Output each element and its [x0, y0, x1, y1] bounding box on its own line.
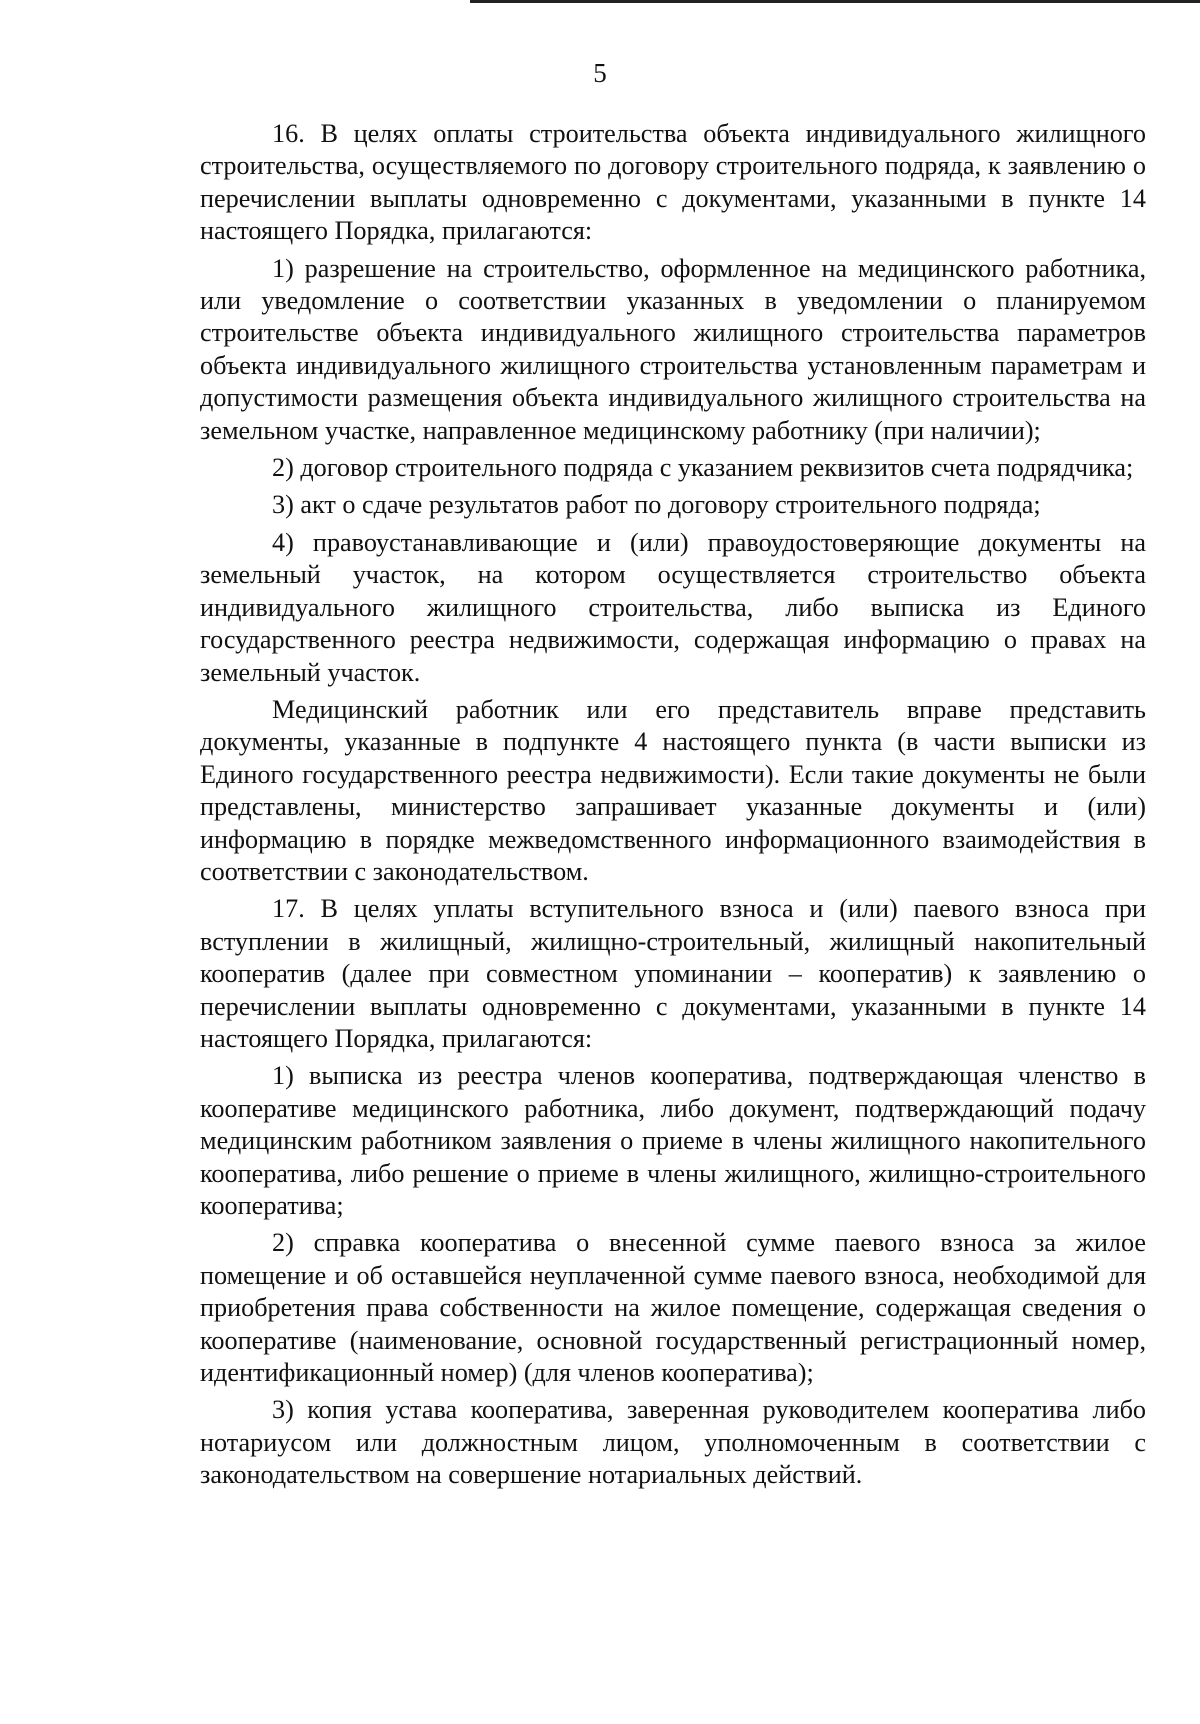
paragraph-16-item-2: 2) договор строительного подряда с указанием реквизитов счета подрядчика; — [272, 453, 1134, 483]
paragraph-17-item-2: 2) справка кооператива о внесенной сумме паевого взноса за жилое помещение и об оставшейся неуплаченной сумме паевого взноса, необходимой для приобретения права собственности на жилое помещение, содержащая сведения о кооперативе (наименование, основной государственный регистрационный номер, идентификационный номер) (для членов кооператива); — [200, 1228, 1146, 1388]
paragraph-16-item-3: 3) акт о сдаче результатов работ по договору строительного подряда; — [272, 490, 1041, 520]
paragraph-16-item-4: 4) правоустанавливающие и (или) правоудостоверяющие документы на земельный участок, на котором осуществляется строительство объекта индивидуального жилищного строительства, либо выписка из Единого государственного реестра недвижимости, содержащая информацию о правах на земельный участок. — [200, 527, 1146, 687]
paragraph-17-intro: 17. В целях уплаты вступительного взноса и (или) паевого взноса при вступлении в жилищный, жилищно-строительный, жилищный накопительный кооператив (далее при совместном упоминании – кооператив) к заявлению о перечислении выплаты одновременно с документами, указанными в пункте 14 настоящего Порядка, прилагаются: — [200, 894, 1146, 1053]
paragraph-17-item-1: 1) выписка из реестра членов кооператива, подтверждающая членство в кооперативе медицинского работника, либо документ, подтверждающий подачу медицинским работником заявления о приеме в члены жилищного накопительного кооператива, либо решение о приеме в члены жилищного, жилищно-строительного кооператива; — [200, 1061, 1146, 1220]
paragraph-16-item-1: 1) разрешение на строительство, оформленное на медицинского работника, или уведомление о соответствии указанных в уведомлении о планируемом строительстве объекта индивидуального жилищного строительства параметров объекта индивидуального жилищного строительства установленным параметрам и допустимости размещения объекта индивидуального жилищного строительства на земельном участке, направленное медицинскому работнику (при наличии); — [200, 253, 1146, 445]
document-body — [200, 118, 1146, 1492]
page-number: 5 — [593, 58, 607, 88]
top-rule — [470, 0, 1200, 3]
paragraph-16-intro: 16. В целях оплаты строительства объекта индивидуального жилищного строительства, осуществляемого по договору строительного подряда, к заявлению о перечислении выплаты одновременно с документами, указанными в пункте 14 настоящего Порядка, прилагаются: — [200, 119, 1146, 246]
paragraph-16-note: Медицинский работник или его представитель вправе представить документы, указанные в подпункте 4 настоящего пункта (в части выписки из Единого государственного реестра недвижимости). Если такие документы не были представлены, министерство запрашивает указанные документы и (или) информацию в порядке межведомственного информационного взаимодействия в соответствии с законодательством. — [200, 694, 1146, 886]
paragraph-17-item-3: 3) копия устава кооператива, заверенная руководителем кооператива либо нотариусом или должностным лицом, уполномоченным в соответствии с законодательством на совершение нотариальных действий. — [200, 1395, 1146, 1490]
